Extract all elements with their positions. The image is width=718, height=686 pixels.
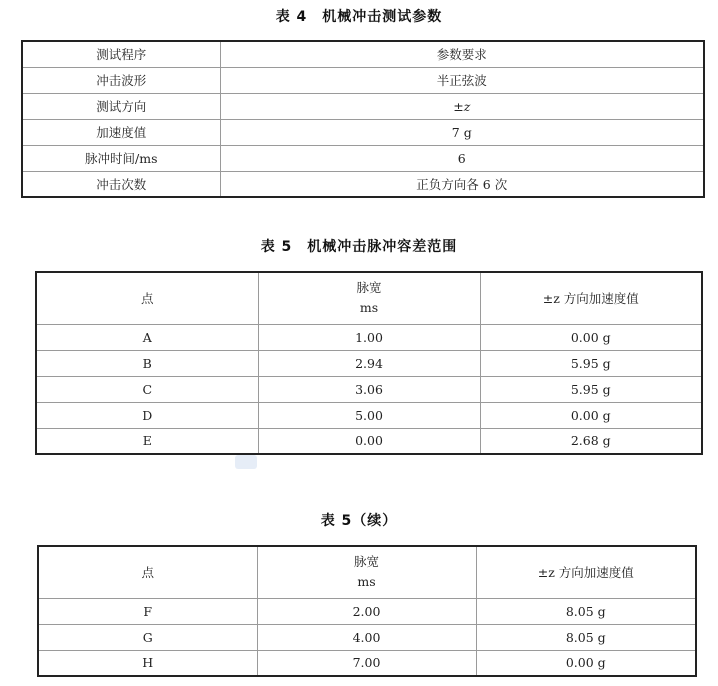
header-cell-point: 点 (36, 272, 258, 324)
table-cell: 3.06 (258, 376, 480, 402)
table5-caption: 表 5 机械冲击脉冲容差范围 (260, 239, 458, 255)
table-row (36, 350, 702, 376)
header-width-unit: ms (357, 574, 376, 590)
table-cell: 0.00 g (476, 650, 696, 676)
table5cont-caption: 表 5（续） (320, 513, 398, 529)
table-row (36, 402, 702, 428)
table-cell: 5.95 g (480, 376, 702, 402)
table-cell: 5.00 (258, 402, 480, 428)
table-cell: 4.00 (257, 624, 476, 650)
header-cell-width (258, 272, 480, 324)
table-cell: 8.05 g (476, 598, 696, 624)
table-cell: E (36, 428, 258, 454)
table-row (22, 93, 704, 119)
table-cell: F (38, 598, 257, 624)
table5-continued (37, 545, 697, 677)
table-cell: 冲击波形 (22, 67, 220, 93)
table-cell: 2.94 (258, 350, 480, 376)
table-cell: 冲击次数 (22, 171, 220, 197)
table4-caption: 表 4 机械冲击测试参数 (275, 9, 443, 25)
table-row (38, 624, 696, 650)
table-cell: D (36, 402, 258, 428)
table-row (22, 171, 704, 197)
header-width-unit: ms (359, 300, 379, 316)
table-cell: 正负方向各 6 次 (220, 171, 704, 197)
table5 (35, 271, 703, 455)
table-header-row (22, 41, 704, 67)
table-cell: B (36, 350, 258, 376)
table-cell: 6 (220, 145, 704, 171)
table-cell: 1.00 (258, 324, 480, 350)
table-row (22, 119, 704, 145)
table-row (38, 598, 696, 624)
header-width-label: 脉宽 (353, 554, 379, 570)
table-row (36, 428, 702, 454)
header-cell: 测试程序 (22, 41, 220, 67)
table-cell: 测试方向 (22, 93, 220, 119)
table-cell: 0.00 (258, 428, 480, 454)
table-cell: C (36, 376, 258, 402)
table-cell: 8.05 g (476, 624, 696, 650)
table-cell: 脉冲时间/ms (22, 145, 220, 171)
table-cell: 7 g (220, 119, 704, 145)
header-cell-width (257, 546, 476, 598)
watermark-logo (235, 455, 257, 469)
header-cell-point: 点 (38, 546, 257, 598)
table-cell: A (36, 324, 258, 350)
table-cell: 半正弦波 (220, 67, 704, 93)
table-row (36, 376, 702, 402)
table-cell: 5.95 g (480, 350, 702, 376)
table-cell: 加速度值 (22, 119, 220, 145)
header-cell: 参数要求 (220, 41, 704, 67)
table-row (38, 650, 696, 676)
header-cell-accel: ±z 方向加速度值 (480, 272, 702, 324)
table-cell: 0.00 g (480, 324, 702, 350)
table4 (21, 40, 705, 198)
table-cell: 7.00 (257, 650, 476, 676)
table-header-row (38, 546, 696, 598)
table-cell: 2.68 g (480, 428, 702, 454)
table-cell: G (38, 624, 257, 650)
table-row (22, 67, 704, 93)
table-header-row (36, 272, 702, 324)
table-cell: 2.00 (257, 598, 476, 624)
table-cell: ±z (220, 93, 704, 119)
header-cell-accel: ±z 方向加速度值 (476, 546, 696, 598)
header-width-label: 脉宽 (356, 280, 382, 296)
table-cell: 0.00 g (480, 402, 702, 428)
table-row (22, 145, 704, 171)
table-cell: H (38, 650, 257, 676)
table-row (36, 324, 702, 350)
